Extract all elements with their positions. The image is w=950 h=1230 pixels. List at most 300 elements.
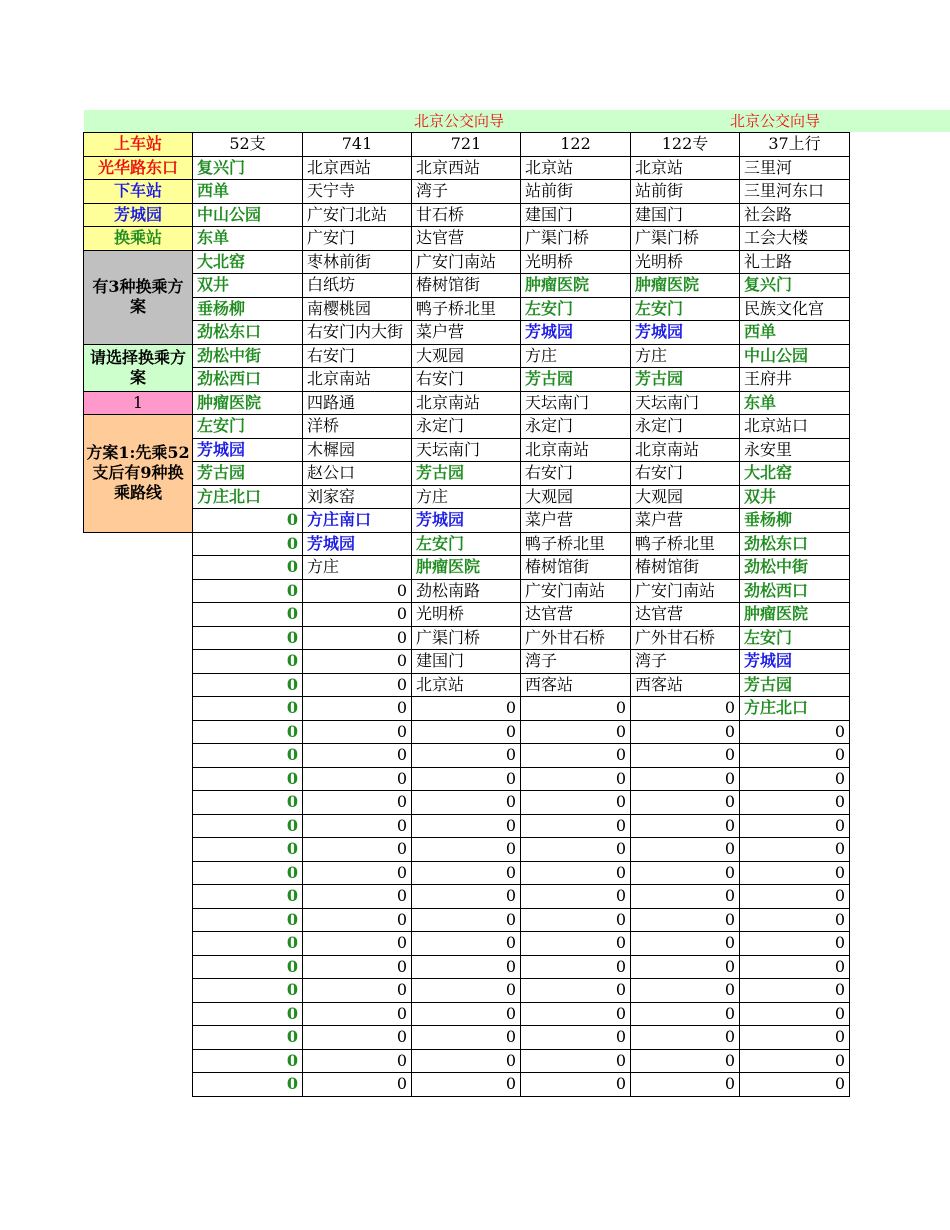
empty-value-cell: 0 xyxy=(193,650,303,674)
side-empty xyxy=(84,579,193,603)
empty-value-cell: 0 xyxy=(303,1026,412,1050)
station-cell: 建国门 xyxy=(631,203,740,227)
empty-value-cell: 0 xyxy=(521,979,631,1003)
route-header: 37上行 xyxy=(740,133,850,157)
empty-value-cell: 0 xyxy=(631,720,740,744)
table-row xyxy=(84,885,850,909)
empty-value-cell: 0 xyxy=(412,861,521,885)
station-cell: 永定门 xyxy=(412,415,521,439)
empty-value-cell: 0 xyxy=(740,1049,850,1073)
station-cell: 方庄 xyxy=(631,344,740,368)
empty-value-cell: 0 xyxy=(193,697,303,721)
empty-value-cell: 0 xyxy=(193,814,303,838)
table-row xyxy=(84,838,850,862)
station-cell: 北京西站 xyxy=(303,156,412,180)
station-cell: 芳城园 xyxy=(521,321,631,345)
station-cell: 鸭子桥北里 xyxy=(631,532,740,556)
side-summary: 有3种换乘方案 xyxy=(84,250,193,344)
station-cell: 双井 xyxy=(193,274,303,298)
table-row xyxy=(84,321,850,345)
station-cell: 达官营 xyxy=(631,603,740,627)
empty-value-cell: 0 xyxy=(193,885,303,909)
station-cell: 达官营 xyxy=(412,227,521,251)
station-cell: 方庄 xyxy=(521,344,631,368)
empty-value-cell: 0 xyxy=(740,1002,850,1026)
station-cell: 芳古园 xyxy=(193,462,303,486)
station-cell: 枣林前街 xyxy=(303,250,412,274)
side-empty xyxy=(84,744,193,768)
station-cell: 垂杨柳 xyxy=(740,509,850,533)
empty-value-cell: 0 xyxy=(631,861,740,885)
station-cell: 方庄 xyxy=(303,556,412,580)
station-cell: 湾子 xyxy=(521,650,631,674)
empty-value-cell: 0 xyxy=(193,626,303,650)
empty-value-cell: 0 xyxy=(521,720,631,744)
empty-value-cell: 0 xyxy=(193,932,303,956)
table-row xyxy=(84,391,850,415)
table-row xyxy=(84,203,850,227)
station-cell: 木樨园 xyxy=(303,438,412,462)
station-cell: 天坛南门 xyxy=(412,438,521,462)
station-cell: 北京站 xyxy=(412,673,521,697)
station-cell: 甘石桥 xyxy=(412,203,521,227)
station-cell: 菜户营 xyxy=(412,321,521,345)
empty-value-cell: 0 xyxy=(303,955,412,979)
empty-value-cell: 0 xyxy=(303,626,412,650)
empty-value-cell: 0 xyxy=(303,720,412,744)
station-cell: 北京西站 xyxy=(412,156,521,180)
table-row xyxy=(84,1049,850,1073)
empty-value-cell: 0 xyxy=(303,1073,412,1097)
station-cell: 复兴门 xyxy=(740,274,850,298)
side-selected-option[interactable]: 1 xyxy=(84,391,193,415)
table-row xyxy=(84,274,850,298)
station-cell: 肿瘤医院 xyxy=(631,274,740,298)
table-row xyxy=(84,556,850,580)
station-cell: 王府井 xyxy=(740,368,850,392)
table-row xyxy=(84,344,850,368)
side-empty xyxy=(84,720,193,744)
empty-value-cell: 0 xyxy=(631,955,740,979)
empty-value-cell: 0 xyxy=(303,814,412,838)
empty-value-cell: 0 xyxy=(631,979,740,1003)
empty-value-cell: 0 xyxy=(303,932,412,956)
station-cell: 广安门北站 xyxy=(303,203,412,227)
station-cell: 芳古园 xyxy=(631,368,740,392)
table-row xyxy=(84,955,850,979)
table-row xyxy=(84,979,850,1003)
table-row xyxy=(84,697,850,721)
station-cell: 光明桥 xyxy=(631,250,740,274)
side-alight-label: 下车站 xyxy=(84,180,193,204)
station-cell: 西客站 xyxy=(631,673,740,697)
table-row xyxy=(84,861,850,885)
station-cell: 建国门 xyxy=(521,203,631,227)
station-cell: 复兴门 xyxy=(193,156,303,180)
empty-value-cell: 0 xyxy=(193,603,303,627)
empty-value-cell: 0 xyxy=(303,673,412,697)
empty-value-cell: 0 xyxy=(521,955,631,979)
station-cell: 大观园 xyxy=(521,485,631,509)
station-cell: 劲松南路 xyxy=(412,579,521,603)
empty-value-cell: 0 xyxy=(193,1049,303,1073)
empty-value-cell: 0 xyxy=(193,908,303,932)
table-row xyxy=(84,250,850,274)
empty-value-cell: 0 xyxy=(631,697,740,721)
station-cell: 北京南站 xyxy=(521,438,631,462)
table-row xyxy=(84,1073,850,1097)
side-empty xyxy=(84,603,193,627)
station-cell: 三里河 xyxy=(740,156,850,180)
empty-value-cell: 0 xyxy=(740,767,850,791)
table-row xyxy=(84,1002,850,1026)
station-cell: 芳城园 xyxy=(412,509,521,533)
station-cell: 湾子 xyxy=(631,650,740,674)
empty-value-cell: 0 xyxy=(631,908,740,932)
station-cell: 芳城园 xyxy=(193,438,303,462)
empty-value-cell: 0 xyxy=(521,861,631,885)
empty-value-cell: 0 xyxy=(631,885,740,909)
side-empty xyxy=(84,932,193,956)
empty-value-cell: 0 xyxy=(193,509,303,533)
empty-value-cell: 0 xyxy=(631,814,740,838)
empty-value-cell: 0 xyxy=(740,814,850,838)
empty-value-cell: 0 xyxy=(521,885,631,909)
empty-value-cell: 0 xyxy=(740,885,850,909)
empty-value-cell: 0 xyxy=(740,720,850,744)
station-cell: 建国门 xyxy=(412,650,521,674)
empty-value-cell: 0 xyxy=(521,791,631,815)
side-empty xyxy=(84,814,193,838)
station-cell: 方庄南口 xyxy=(303,509,412,533)
empty-value-cell: 0 xyxy=(521,1073,631,1097)
empty-value-cell: 0 xyxy=(412,979,521,1003)
banner-title-left: 北京公交向导 xyxy=(414,112,505,130)
empty-value-cell: 0 xyxy=(412,838,521,862)
station-cell: 广安门南站 xyxy=(631,579,740,603)
empty-value-cell: 0 xyxy=(740,791,850,815)
empty-value-cell: 0 xyxy=(412,908,521,932)
station-cell: 劲松东口 xyxy=(740,532,850,556)
station-cell: 工会大楼 xyxy=(740,227,850,251)
table-row xyxy=(84,509,850,533)
route-header: 52支 xyxy=(193,133,303,157)
empty-value-cell: 0 xyxy=(193,673,303,697)
side-empty xyxy=(84,1073,193,1097)
empty-value-cell: 0 xyxy=(631,791,740,815)
side-empty xyxy=(84,650,193,674)
station-cell: 方庄 xyxy=(412,485,521,509)
station-cell: 北京南站 xyxy=(631,438,740,462)
station-cell: 广安门 xyxy=(303,227,412,251)
empty-value-cell: 0 xyxy=(740,861,850,885)
station-cell: 站前街 xyxy=(631,180,740,204)
empty-value-cell: 0 xyxy=(193,1026,303,1050)
table-row xyxy=(84,462,850,486)
empty-value-cell: 0 xyxy=(631,932,740,956)
empty-value-cell: 0 xyxy=(631,767,740,791)
empty-value-cell: 0 xyxy=(193,955,303,979)
station-cell: 芳城园 xyxy=(740,650,850,674)
empty-value-cell: 0 xyxy=(193,532,303,556)
empty-value-cell: 0 xyxy=(303,767,412,791)
empty-value-cell: 0 xyxy=(303,1049,412,1073)
empty-value-cell: 0 xyxy=(303,650,412,674)
station-cell: 肿瘤医院 xyxy=(412,556,521,580)
empty-value-cell: 0 xyxy=(740,838,850,862)
station-cell: 永定门 xyxy=(631,415,740,439)
empty-value-cell: 0 xyxy=(193,744,303,768)
station-cell: 三里河东口 xyxy=(740,180,850,204)
side-transfer-label: 换乘站 xyxy=(84,227,193,251)
empty-value-cell: 0 xyxy=(303,1002,412,1026)
station-cell: 椿树馆街 xyxy=(631,556,740,580)
station-cell: 广渠门桥 xyxy=(521,227,631,251)
station-cell: 方庄北口 xyxy=(193,485,303,509)
empty-value-cell: 0 xyxy=(521,814,631,838)
empty-value-cell: 0 xyxy=(303,908,412,932)
empty-value-cell: 0 xyxy=(631,744,740,768)
empty-value-cell: 0 xyxy=(740,955,850,979)
station-cell: 劲松中街 xyxy=(193,344,303,368)
empty-value-cell: 0 xyxy=(303,579,412,603)
station-cell: 芳城园 xyxy=(631,321,740,345)
empty-value-cell: 0 xyxy=(193,791,303,815)
empty-value-cell: 0 xyxy=(412,1002,521,1026)
station-cell: 芳古园 xyxy=(521,368,631,392)
side-empty xyxy=(84,626,193,650)
empty-value-cell: 0 xyxy=(303,603,412,627)
station-cell: 大观园 xyxy=(412,344,521,368)
banner-title-right: 北京公交向导 xyxy=(730,112,821,130)
route-header: 122专 xyxy=(631,133,740,157)
empty-value-cell: 0 xyxy=(412,744,521,768)
station-cell: 肿瘤医院 xyxy=(521,274,631,298)
table-row xyxy=(84,650,850,674)
side-empty xyxy=(84,838,193,862)
empty-value-cell: 0 xyxy=(631,1049,740,1073)
empty-value-cell: 0 xyxy=(303,697,412,721)
empty-value-cell: 0 xyxy=(193,1002,303,1026)
table-row xyxy=(84,932,850,956)
station-cell: 鸭子桥北里 xyxy=(521,532,631,556)
side-empty xyxy=(84,532,193,556)
table-row xyxy=(84,626,850,650)
station-cell: 大观园 xyxy=(631,485,740,509)
station-cell: 北京站 xyxy=(631,156,740,180)
empty-value-cell: 0 xyxy=(412,955,521,979)
empty-value-cell: 0 xyxy=(193,720,303,744)
table-row xyxy=(84,603,850,627)
station-cell: 北京南站 xyxy=(303,368,412,392)
table-row xyxy=(84,908,850,932)
station-cell: 右安门 xyxy=(521,462,631,486)
station-cell: 北京站口 xyxy=(740,415,850,439)
route-header: 721 xyxy=(412,133,521,157)
station-cell: 西单 xyxy=(740,321,850,345)
station-cell: 大北窑 xyxy=(193,250,303,274)
station-cell: 西客站 xyxy=(521,673,631,697)
table-row xyxy=(84,485,850,509)
station-cell: 右安门内大街 xyxy=(303,321,412,345)
empty-value-cell: 0 xyxy=(521,767,631,791)
table-row xyxy=(84,720,850,744)
station-cell: 光明桥 xyxy=(412,603,521,627)
station-cell: 鸭子桥北里 xyxy=(412,297,521,321)
station-cell: 北京站 xyxy=(521,156,631,180)
station-cell: 赵公口 xyxy=(303,462,412,486)
station-cell: 劲松西口 xyxy=(193,368,303,392)
empty-value-cell: 0 xyxy=(521,932,631,956)
station-cell: 广渠门桥 xyxy=(412,626,521,650)
station-cell: 西单 xyxy=(193,180,303,204)
side-select-prompt: 请选择换乘方案 xyxy=(84,344,193,391)
side-empty xyxy=(84,979,193,1003)
empty-value-cell: 0 xyxy=(412,814,521,838)
station-cell: 广安门南站 xyxy=(521,579,631,603)
table-row xyxy=(84,744,850,768)
empty-value-cell: 0 xyxy=(303,979,412,1003)
empty-value-cell: 0 xyxy=(193,579,303,603)
table-row xyxy=(84,227,850,251)
empty-value-cell: 0 xyxy=(412,791,521,815)
table-row xyxy=(84,297,850,321)
table-row xyxy=(84,767,850,791)
table-row xyxy=(84,791,850,815)
transfer-table xyxy=(83,132,850,1097)
empty-value-cell: 0 xyxy=(740,979,850,1003)
empty-value-cell: 0 xyxy=(740,1073,850,1097)
empty-value-cell: 0 xyxy=(412,932,521,956)
station-cell: 东单 xyxy=(740,391,850,415)
station-cell: 永定门 xyxy=(521,415,631,439)
empty-value-cell: 0 xyxy=(521,697,631,721)
table-row xyxy=(84,180,850,204)
empty-value-cell: 0 xyxy=(412,767,521,791)
station-cell: 右安门 xyxy=(412,368,521,392)
station-cell: 菜户营 xyxy=(521,509,631,533)
station-cell: 肿瘤医院 xyxy=(193,391,303,415)
table-row xyxy=(84,438,850,462)
route-header-row xyxy=(84,133,850,157)
side-empty xyxy=(84,556,193,580)
table-row xyxy=(84,368,850,392)
station-cell: 天坛南门 xyxy=(631,391,740,415)
side-empty xyxy=(84,955,193,979)
side-board-station: 光华路东口 xyxy=(84,156,193,180)
station-cell: 中山公园 xyxy=(193,203,303,227)
station-cell: 天宁寺 xyxy=(303,180,412,204)
empty-value-cell: 0 xyxy=(412,1026,521,1050)
station-cell: 刘家窑 xyxy=(303,485,412,509)
empty-value-cell: 0 xyxy=(521,744,631,768)
empty-value-cell: 0 xyxy=(303,861,412,885)
station-cell: 左安门 xyxy=(521,297,631,321)
station-cell: 芳古园 xyxy=(740,673,850,697)
station-cell: 站前街 xyxy=(521,180,631,204)
station-cell: 劲松东口 xyxy=(193,321,303,345)
station-cell: 左安门 xyxy=(740,626,850,650)
table-row xyxy=(84,1026,850,1050)
table-row xyxy=(84,814,850,838)
station-cell: 大北窑 xyxy=(740,462,850,486)
station-cell: 广渠门桥 xyxy=(631,227,740,251)
table-row xyxy=(84,156,850,180)
station-cell: 双井 xyxy=(740,485,850,509)
empty-value-cell: 0 xyxy=(521,1049,631,1073)
side-empty xyxy=(84,767,193,791)
side-empty xyxy=(84,697,193,721)
empty-value-cell: 0 xyxy=(193,767,303,791)
station-cell: 右安门 xyxy=(631,462,740,486)
empty-value-cell: 0 xyxy=(412,720,521,744)
empty-value-cell: 0 xyxy=(631,1026,740,1050)
station-cell: 芳城园 xyxy=(303,532,412,556)
side-empty xyxy=(84,1049,193,1073)
side-empty xyxy=(84,673,193,697)
empty-value-cell: 0 xyxy=(303,885,412,909)
station-cell: 礼士路 xyxy=(740,250,850,274)
empty-value-cell: 0 xyxy=(193,838,303,862)
empty-value-cell: 0 xyxy=(303,791,412,815)
table-row xyxy=(84,532,850,556)
route-header: 741 xyxy=(303,133,412,157)
route-header: 122 xyxy=(521,133,631,157)
empty-value-cell: 0 xyxy=(631,1002,740,1026)
empty-value-cell: 0 xyxy=(521,1026,631,1050)
empty-value-cell: 0 xyxy=(412,1049,521,1073)
station-cell: 椿树馆街 xyxy=(521,556,631,580)
table-row xyxy=(84,415,850,439)
station-cell: 左安门 xyxy=(412,532,521,556)
empty-value-cell: 0 xyxy=(303,838,412,862)
station-cell: 广外甘石桥 xyxy=(521,626,631,650)
side-alight-station: 芳城园 xyxy=(84,203,193,227)
empty-value-cell: 0 xyxy=(740,1026,850,1050)
station-cell: 广安门南站 xyxy=(412,250,521,274)
empty-value-cell: 0 xyxy=(521,908,631,932)
empty-value-cell: 0 xyxy=(412,697,521,721)
station-cell: 北京南站 xyxy=(412,391,521,415)
empty-value-cell: 0 xyxy=(631,1073,740,1097)
station-cell: 方庄北口 xyxy=(740,697,850,721)
side-empty xyxy=(84,791,193,815)
empty-value-cell: 0 xyxy=(521,1002,631,1026)
station-cell: 东单 xyxy=(193,227,303,251)
station-cell: 椿树馆街 xyxy=(412,274,521,298)
side-empty xyxy=(84,1026,193,1050)
empty-value-cell: 0 xyxy=(740,908,850,932)
station-cell: 左安门 xyxy=(631,297,740,321)
station-cell: 民族文化宫 xyxy=(740,297,850,321)
empty-value-cell: 0 xyxy=(303,744,412,768)
table-row xyxy=(84,579,850,603)
station-cell: 中山公园 xyxy=(740,344,850,368)
station-cell: 芳古园 xyxy=(412,462,521,486)
table-row xyxy=(84,673,850,697)
station-cell: 天坛南门 xyxy=(521,391,631,415)
station-cell: 劲松中街 xyxy=(740,556,850,580)
empty-value-cell: 0 xyxy=(193,979,303,1003)
side-empty xyxy=(84,861,193,885)
station-cell: 菜户营 xyxy=(631,509,740,533)
empty-value-cell: 0 xyxy=(193,556,303,580)
station-cell: 左安门 xyxy=(193,415,303,439)
station-cell: 四路通 xyxy=(303,391,412,415)
empty-value-cell: 0 xyxy=(193,1073,303,1097)
side-empty xyxy=(84,1002,193,1026)
empty-value-cell: 0 xyxy=(740,744,850,768)
